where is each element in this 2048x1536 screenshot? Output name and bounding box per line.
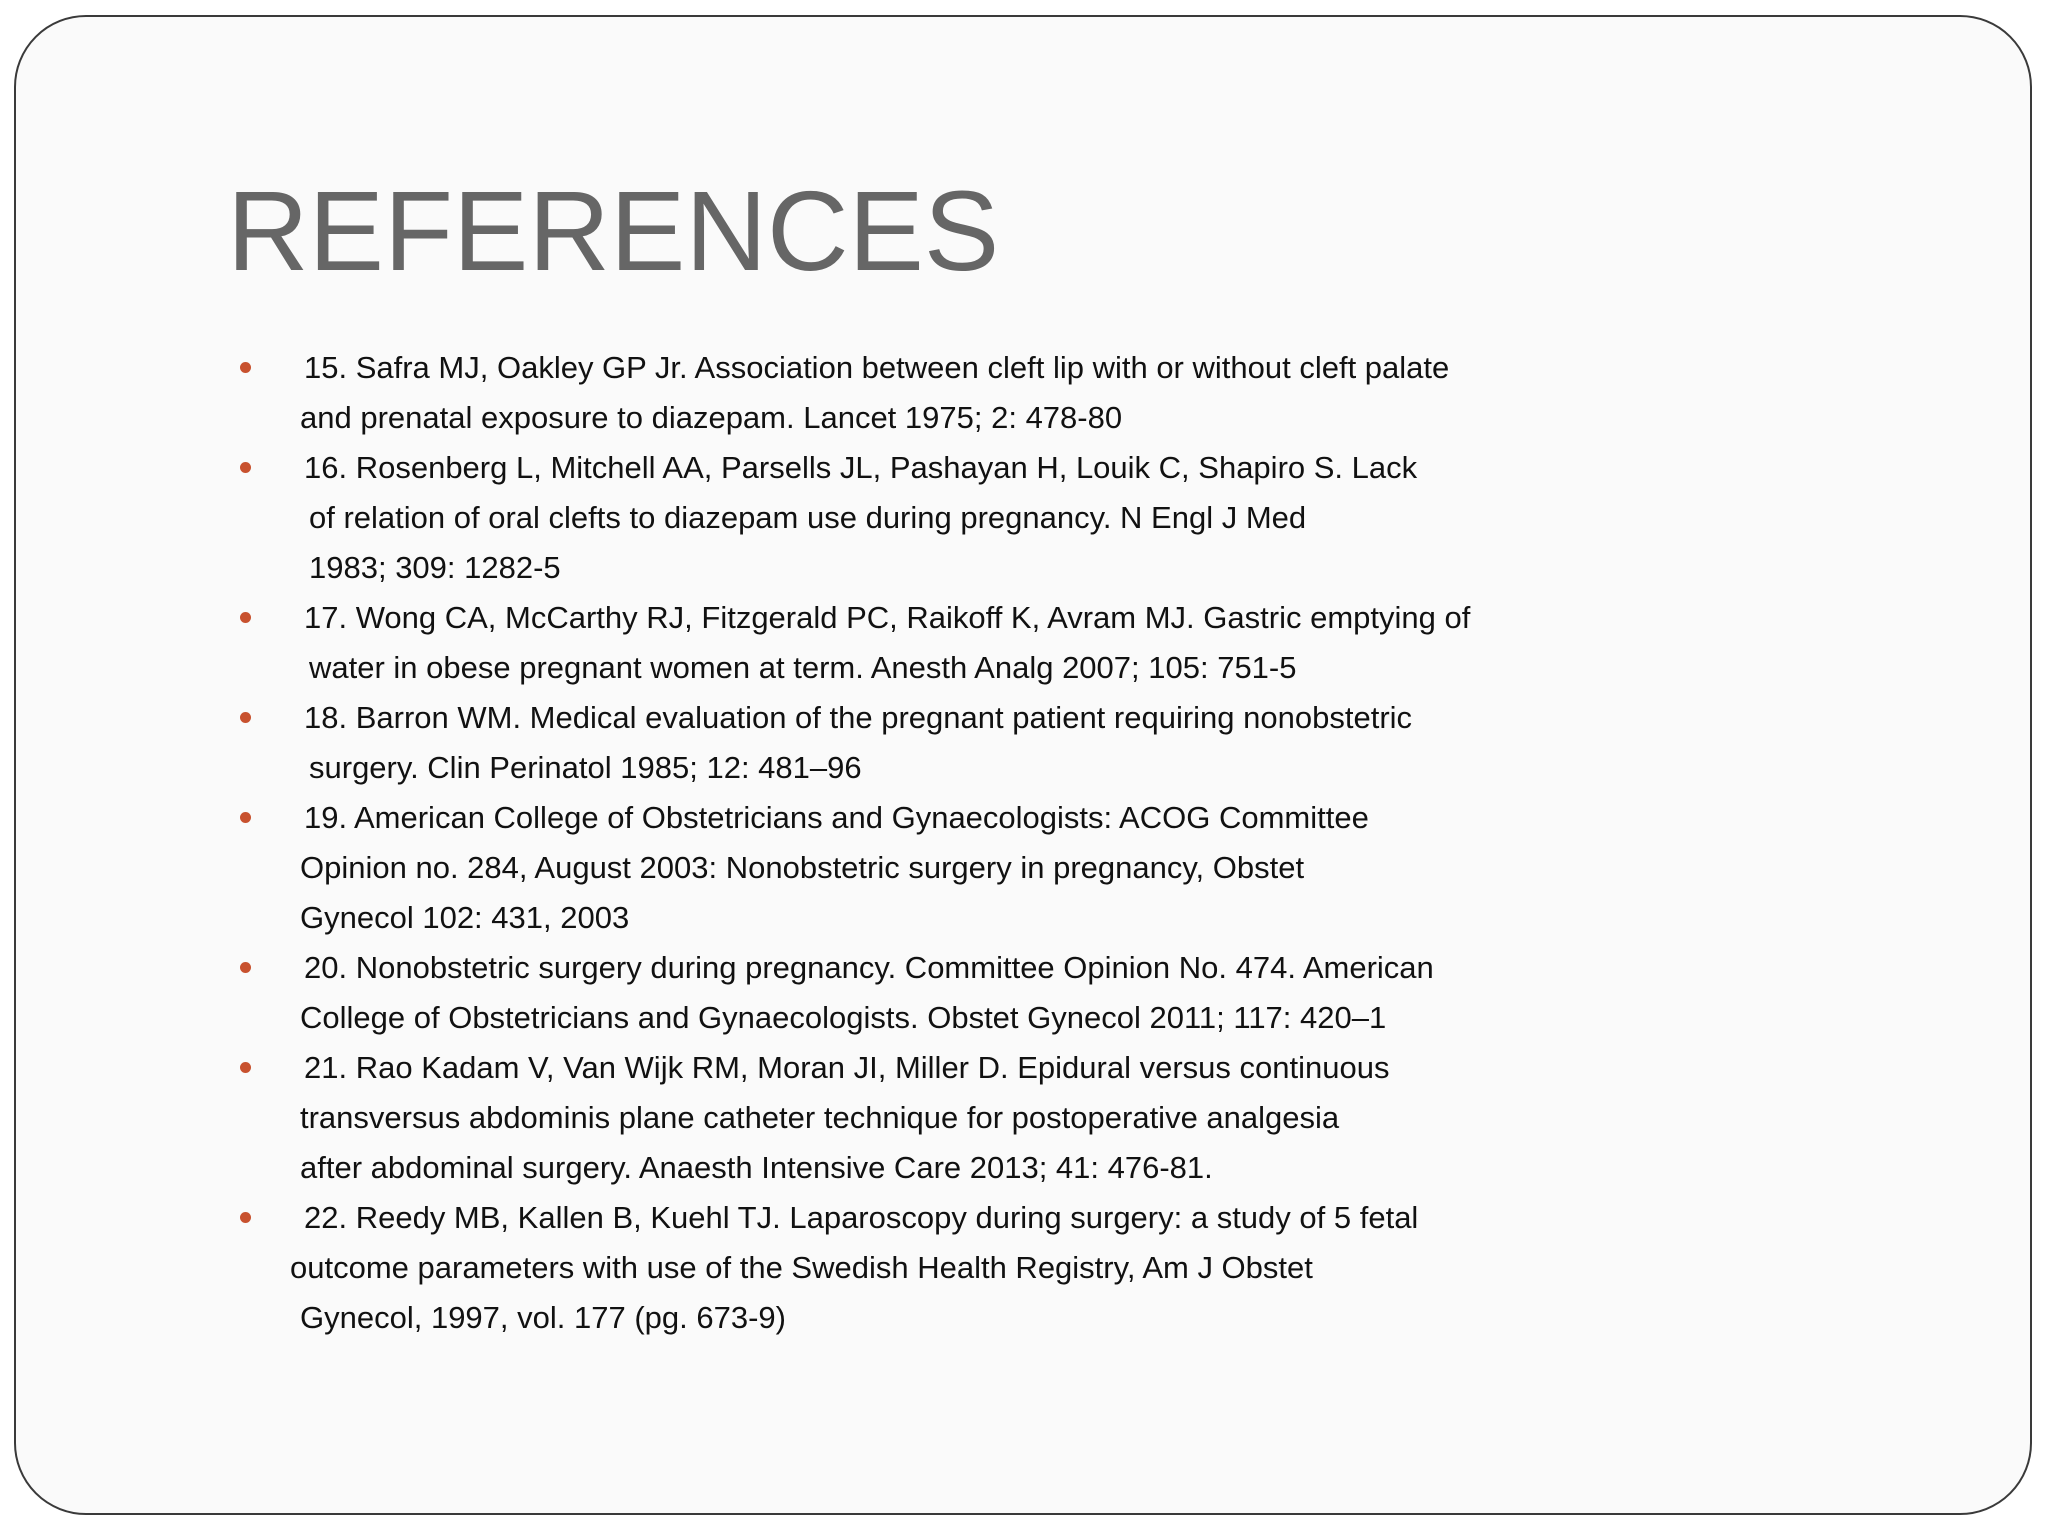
bullet-icon	[240, 612, 251, 623]
reference-item	[231, 943, 1470, 1043]
bullet-icon	[240, 962, 251, 973]
bullet-icon	[240, 712, 251, 723]
bullet-icon	[240, 462, 251, 473]
reference-line: outcome parameters with use of the Swedish Health Registry, Am J Obstet	[290, 1250, 1313, 1285]
reference-item	[231, 593, 1470, 693]
reference-line: 20. Nonobstetric surgery during pregnancy. Committee Opinion No. 474. American	[304, 950, 1434, 985]
reference-line: water in obese pregnant women at term. Anesth Analg 2007; 105: 751-5	[309, 650, 1297, 685]
reference-item	[231, 1193, 1470, 1343]
reference-line: 19. American College of Obstetricians and Gynaecologists: ACOG Committee	[304, 800, 1369, 835]
reference-line: College of Obstetricians and Gynaecologists. Obstet Gynecol 2011; 117: 420–1	[300, 1000, 1387, 1035]
reference-line: 21. Rao Kadam V, Van Wijk RM, Moran JI, Miller D. Epidural versus continuous	[304, 1050, 1390, 1085]
reference-item	[231, 693, 1470, 793]
slide-title: REFERENCES	[227, 168, 1000, 294]
reference-line: Gynecol, 1997, vol. 177 (pg. 673-9)	[300, 1300, 786, 1335]
reference-line: surgery. Clin Perinatol 1985; 12: 481–96	[309, 750, 862, 785]
reference-line: Opinion no. 284, August 2003: Nonobstetric surgery in pregnancy, Obstet	[300, 850, 1305, 885]
reference-item	[231, 443, 1470, 593]
reference-line: 15. Safra MJ, Oakley GP Jr. Association between cleft lip with or without cleft palate	[304, 350, 1450, 385]
bullet-icon	[240, 812, 251, 823]
reference-line: transversus abdominis plane catheter technique for postoperative analgesia	[300, 1100, 1340, 1135]
reference-line: 1983; 309: 1282-5	[309, 550, 561, 585]
reference-item	[231, 793, 1470, 943]
reference-line: 17. Wong CA, McCarthy RJ, Fitzgerald PC, Raikoff K, Avram MJ. Gastric emptying of	[304, 600, 1471, 635]
reference-line: 16. Rosenberg L, Mitchell AA, Parsells JL, Pashayan H, Louik C, Shapiro S. Lack	[304, 450, 1418, 485]
reference-item	[231, 1043, 1470, 1193]
reference-line: Gynecol 102: 431, 2003	[300, 900, 630, 935]
references-list	[231, 343, 1470, 1343]
reference-line: after abdominal surgery. Anaesth Intensive Care 2013; 41: 476-81.	[300, 1150, 1213, 1185]
reference-line: of relation of oral clefts to diazepam use during pregnancy. N Engl J Med	[309, 500, 1307, 535]
reference-item	[231, 343, 1470, 443]
bullet-icon	[240, 362, 251, 373]
bullet-icon	[240, 1062, 251, 1073]
reference-line: 18. Barron WM. Medical evaluation of the pregnant patient requiring nonobstetric	[304, 700, 1413, 735]
slide-frame	[14, 15, 2032, 1515]
reference-line: and prenatal exposure to diazepam. Lancet 1975; 2: 478-80	[300, 400, 1123, 435]
bullet-icon	[240, 1212, 251, 1223]
reference-line: 22. Reedy MB, Kallen B, Kuehl TJ. Laparoscopy during surgery: a study of 5 fetal	[304, 1200, 1419, 1235]
